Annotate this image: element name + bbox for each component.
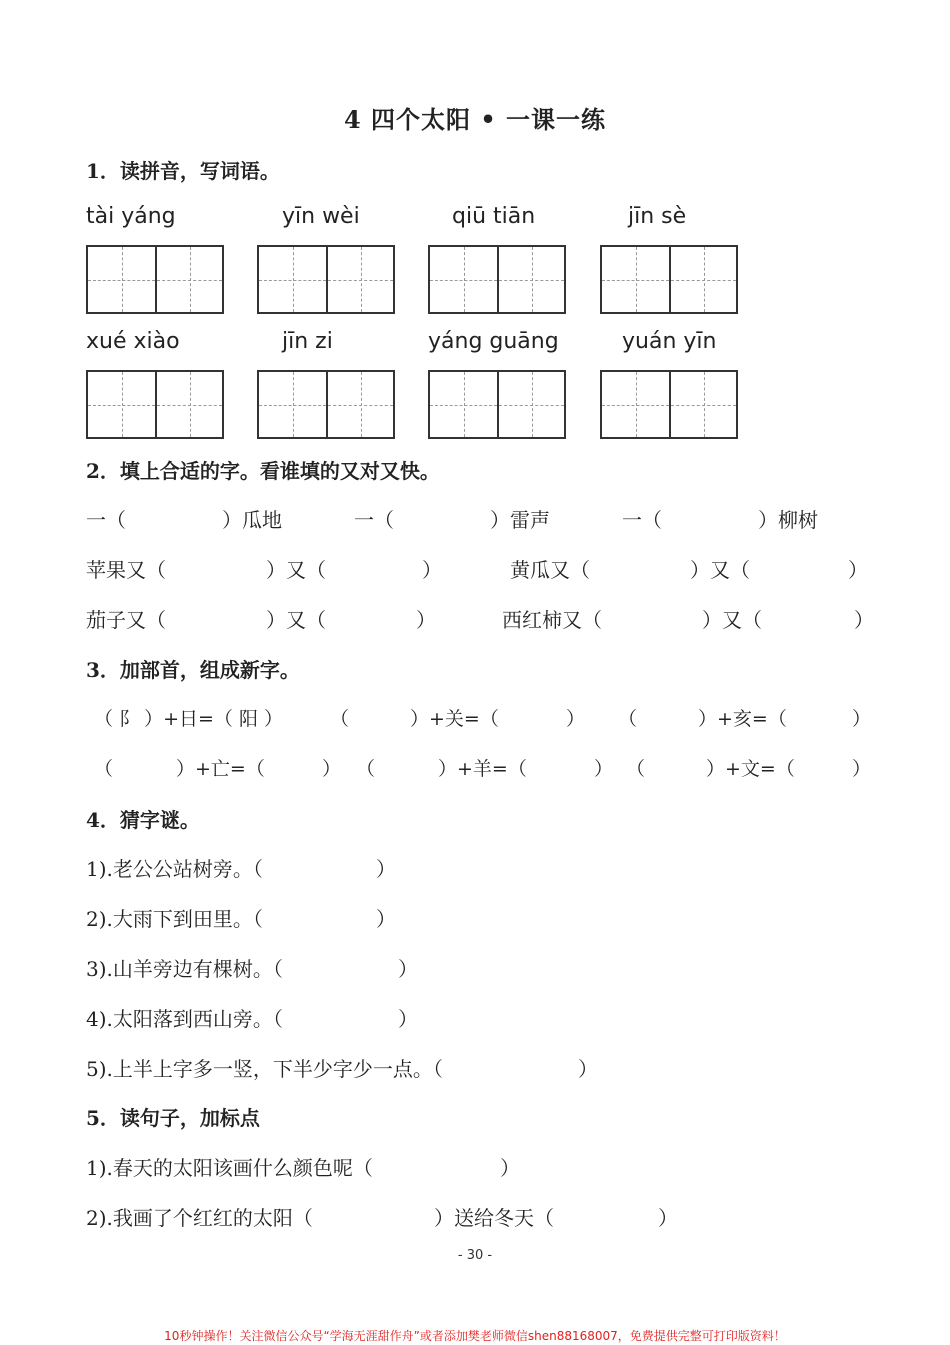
grid-cell[interactable] <box>669 372 736 437</box>
writing-grid[interactable] <box>86 245 224 314</box>
grid-cell[interactable] <box>669 247 736 312</box>
blank-close[interactable]: ） <box>578 1057 598 1081</box>
blank-open[interactable]: （ <box>330 708 350 730</box>
blank-open[interactable]: （ <box>94 758 114 780</box>
blank-close: ） <box>854 608 874 632</box>
page-title: 4 四个太阳 • 一课一练 <box>343 105 607 134</box>
writing-grid[interactable] <box>428 245 566 314</box>
pinyin-label: xué xiào <box>86 329 180 354</box>
blank-mid[interactable]: ）又（ <box>702 608 762 632</box>
blank-close[interactable]: ） <box>398 957 418 981</box>
q2-heading: 2．填上合适的字。看谁填的又对又快。 <box>86 459 440 483</box>
grid-cell[interactable] <box>326 372 393 437</box>
grid-cell[interactable] <box>497 372 564 437</box>
blank-open[interactable]: 茄子又（ <box>86 608 166 632</box>
writing-grid[interactable] <box>257 245 395 314</box>
radical-formula[interactable]: ）+羊=（ <box>438 758 527 780</box>
blank-open[interactable]: （ <box>618 708 638 730</box>
q3-heading: 3．加部首，组成新字。 <box>86 658 300 682</box>
pinyin-label: tài yáng <box>86 204 176 229</box>
blank-open[interactable]: 西红柿又（ <box>502 608 602 632</box>
blank-open[interactable]: 黄瓜又（ <box>510 558 590 582</box>
blank-open[interactable]: 一（ <box>86 508 126 532</box>
riddle-item: 1).老公公站树旁。（ <box>86 857 263 881</box>
blank-mid[interactable]: ）送给冬天（ <box>434 1206 554 1230</box>
blank-open[interactable]: （ <box>356 758 376 780</box>
blank-mid[interactable]: ）又（ <box>266 608 326 632</box>
blank-close[interactable]: ） <box>398 1007 418 1031</box>
riddle-item: 3).山羊旁边有棵树。（ <box>86 957 283 981</box>
grid-cell[interactable] <box>88 247 155 312</box>
blank-close: ） <box>594 758 614 780</box>
blank-open[interactable]: 苹果又（ <box>86 558 166 582</box>
grid-cell[interactable] <box>497 247 564 312</box>
sentence-item: 1).春天的太阳该画什么颜色呢（ <box>86 1156 373 1180</box>
pinyin-label: jīn sè <box>628 204 687 229</box>
riddle-item: 5).上半上字多一竖，下半少字少一点。（ <box>86 1057 443 1081</box>
pinyin-label: qiū tiān <box>452 204 536 229</box>
footer-promo: 10秒钟操作！关注微信公众号“学海无涯甜作舟”或者添加樊老师微信shen88168007，免费提供完整可打印版资料！ <box>164 1329 786 1343</box>
page-number: - 30 - <box>457 1248 493 1263</box>
blank-open[interactable]: （ <box>626 758 646 780</box>
example-answer: （ 阝 ）+日=（ 阳 ） <box>94 708 283 730</box>
blank-close: ） <box>416 608 436 632</box>
grid-cell[interactable] <box>155 247 222 312</box>
q4-heading: 4．猜字谜。 <box>86 808 200 832</box>
grid-cell[interactable] <box>155 372 222 437</box>
sentence-item: 2).我画了个红红的太阳（ <box>86 1206 313 1230</box>
blank-mid[interactable]: ）又（ <box>266 558 326 582</box>
riddle-item: 2).大雨下到田里。（ <box>86 907 263 931</box>
blank-close: ） <box>422 558 442 582</box>
grid-cell[interactable] <box>259 372 326 437</box>
grid-cell[interactable] <box>430 372 497 437</box>
grid-cell[interactable] <box>602 372 669 437</box>
radical-formula[interactable]: ）+文=（ <box>706 758 795 780</box>
grid-cell[interactable] <box>326 247 393 312</box>
writing-grid[interactable] <box>600 245 738 314</box>
blank-close: ） <box>322 758 342 780</box>
pinyin-label: yīn wèi <box>282 204 360 229</box>
blank-close[interactable]: ） <box>376 907 396 931</box>
grid-cell[interactable] <box>430 247 497 312</box>
blank-close: ） <box>852 708 872 730</box>
writing-grid[interactable] <box>428 370 566 439</box>
pinyin-label: yáng guāng <box>428 329 559 354</box>
blank-close[interactable]: ） <box>658 1206 678 1230</box>
blank-close[interactable]: ） <box>500 1156 520 1180</box>
writing-grid[interactable] <box>257 370 395 439</box>
blank-close: ） <box>848 558 868 582</box>
radical-formula[interactable]: ）+关=（ <box>410 708 499 730</box>
q1-heading: 1．读拼音，写词语。 <box>86 159 280 183</box>
blank-close: ） <box>566 708 586 730</box>
blank-close: ）瓜地 <box>222 508 282 532</box>
pinyin-label: jīn zi <box>282 329 333 354</box>
grid-cell[interactable] <box>602 247 669 312</box>
blank-open[interactable]: 一（ <box>354 508 394 532</box>
riddle-item: 4).太阳落到西山旁。（ <box>86 1007 283 1031</box>
blank-close[interactable]: ） <box>376 857 396 881</box>
blank-open[interactable]: 一（ <box>622 508 662 532</box>
radical-formula[interactable]: ）+亡=（ <box>176 758 265 780</box>
q5-heading: 5．读句子，加标点 <box>86 1106 260 1130</box>
grid-cell[interactable] <box>88 372 155 437</box>
blank-close: ） <box>852 758 872 780</box>
blank-mid[interactable]: ）又（ <box>690 558 750 582</box>
blank-close: ）雷声 <box>490 508 550 532</box>
writing-grid[interactable] <box>86 370 224 439</box>
radical-formula[interactable]: ）+亥=（ <box>698 708 787 730</box>
blank-close: ）柳树 <box>758 508 818 532</box>
writing-grid[interactable] <box>600 370 738 439</box>
grid-cell[interactable] <box>259 247 326 312</box>
pinyin-label: yuán yīn <box>622 329 717 354</box>
